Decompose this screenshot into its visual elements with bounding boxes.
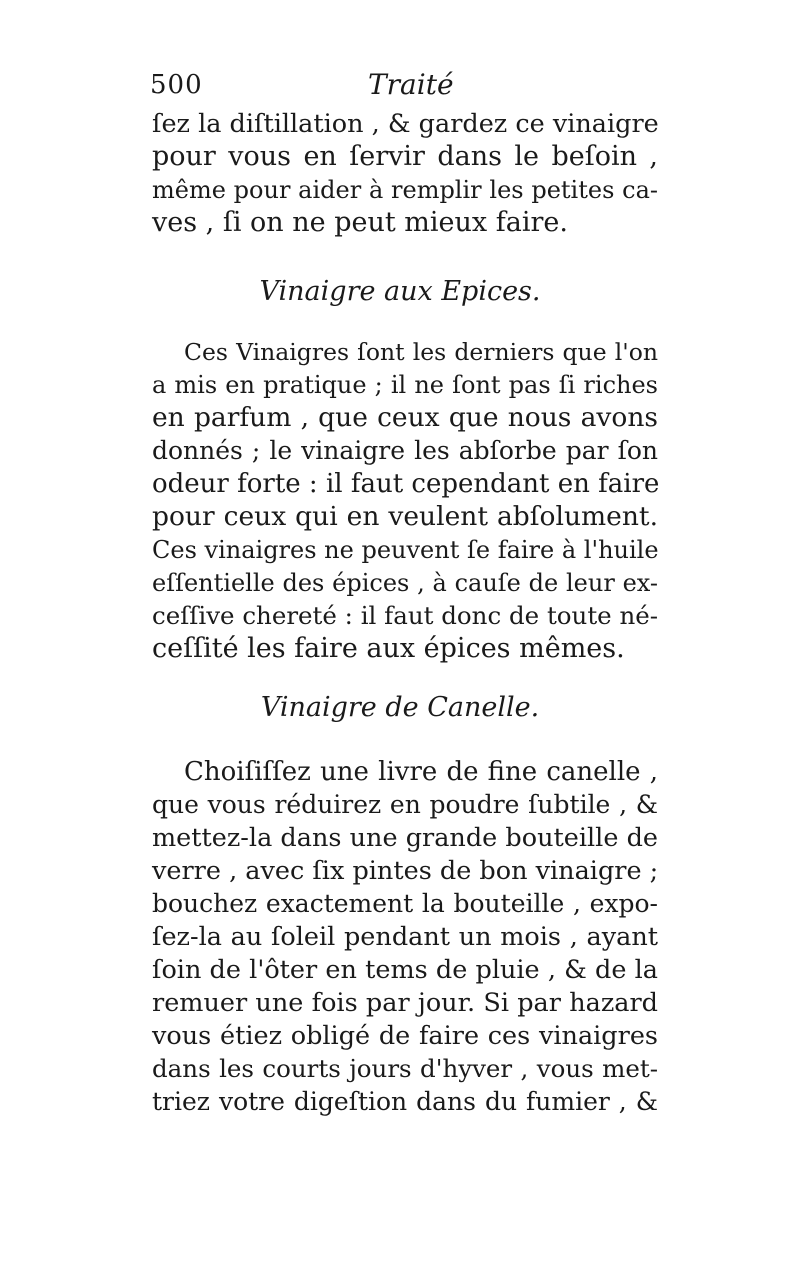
text-line: bouchez exactement la bouteille , expo- bbox=[152, 889, 658, 918]
text-line: vous étiez obligé de faire ces vinaigres bbox=[152, 1021, 658, 1051]
text-line: pour ceux qui en veulent abſolument. bbox=[152, 501, 658, 532]
text-line: mettez-la dans une grande bouteille de bbox=[152, 823, 658, 853]
section-heading: Vinaigre de Canelle. bbox=[260, 692, 540, 723]
text-line: ceſſité les faire aux épices mêmes. bbox=[152, 633, 625, 664]
text-line: Ces Vinaigres ſont les derniers que l'on bbox=[184, 338, 658, 366]
text-line: pour vous en ſervir dans le beſoin , bbox=[152, 141, 658, 172]
text-line: Choiſiſſez une livre de fine canelle , bbox=[184, 757, 658, 787]
text-line: odeur forte : il faut cependant en faire bbox=[152, 469, 660, 499]
text-line: ſez-la au ſoleil pendant un mois , ayant bbox=[152, 922, 658, 952]
text-line: ſoin de l'ôter en tems de pluie , & de la bbox=[152, 955, 658, 985]
text-line: remuer une fois par jour. Si par hazard bbox=[152, 988, 658, 1018]
page-number: 500 bbox=[150, 70, 203, 100]
text-line: Ces vinaigres ne peuvent ſe faire à l'huile bbox=[152, 536, 659, 564]
text-line: dans les courts jours d'hyver , vous met- bbox=[152, 1054, 658, 1083]
text-line: ſez la diſtillation , & gardez ce vinaigre bbox=[152, 109, 659, 139]
text-line: même pour aider à remplir les petites ca- bbox=[152, 176, 658, 204]
text-line: triez votre digeſtion dans du fumier , & bbox=[152, 1087, 658, 1116]
text-line: a mis en pratique ; il ne ſont pas ſi riches bbox=[152, 371, 658, 399]
text-line: donnés ; le vinaigre les abſorbe par ſon bbox=[152, 436, 658, 465]
text-line: en parfum , que ceux que nous avons bbox=[152, 402, 658, 433]
text-line: eſſentielle des épices , à cauſe de leur ex- bbox=[152, 569, 658, 597]
running-head: Traité bbox=[368, 68, 454, 101]
section-heading: Vinaigre aux Epices. bbox=[259, 276, 541, 307]
page-header bbox=[150, 68, 670, 108]
text-line: que vous réduirez en poudre ſubtile , & bbox=[152, 790, 658, 819]
text-line: verre , avec ſix pintes de bon vinaigre ; bbox=[152, 856, 659, 886]
text-line: ves , ſi on ne peut mieux faire. bbox=[152, 207, 568, 238]
text-line: ceſſive chereté : il faut donc de toute né- bbox=[152, 601, 659, 630]
